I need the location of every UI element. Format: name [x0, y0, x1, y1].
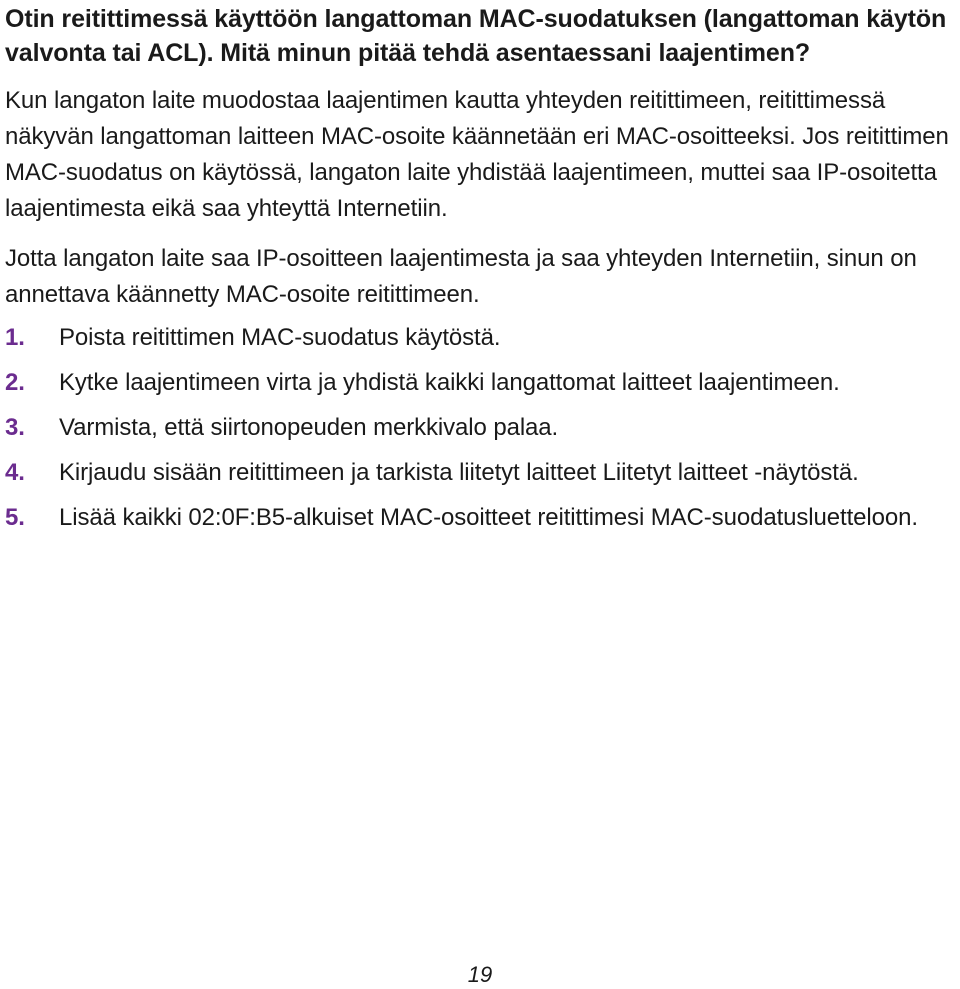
- step-number: 2.: [5, 369, 25, 396]
- step-text: Poista reitittimen MAC-suodatus käytöstä.: [59, 324, 501, 351]
- page-number: 19: [467, 962, 493, 987]
- step-text: Kirjaudu sisään reitittimeen ja tarkista liitetyt laitteet Liitetyt laitteet -näytöstä.: [59, 459, 859, 486]
- step-item: [5, 501, 957, 534]
- step-text: Varmista, että siirtonopeuden merkkivalo palaa.: [59, 414, 559, 441]
- step-number: 1.: [5, 324, 25, 351]
- steps-list: [5, 321, 957, 534]
- step-item: [5, 456, 957, 489]
- step-number: 3.: [5, 414, 25, 441]
- step-item: [5, 366, 957, 399]
- faq-question-heading: Otin reitittimessä käyttöön langattoman MAC-suodatuksen (langattoman käytön valvonta tai ACL). Mitä minun pitää tehdä asentaessani laajentimen?: [5, 5, 947, 67]
- step-item: [5, 411, 957, 444]
- step-text: Lisää kaikki 02:0F:B5-alkuiset MAC-osoitteet reitittimesi MAC-suodatusluetteloon.: [59, 504, 918, 531]
- step-item: [5, 321, 957, 354]
- step-number: 5.: [5, 504, 25, 531]
- step-number: 4.: [5, 459, 25, 486]
- step-text: Kytke laajentimeen virta ja yhdistä kaikki langattomat laitteet laajentimeen.: [59, 369, 840, 396]
- document-page: [5, 0, 957, 534]
- paragraph-instruction: Jotta langaton laite saa IP-osoitteen laajentimesta ja saa yhteyden Internetiin, sinun on annettava käännetty MAC-osoite reitittimeen.: [5, 245, 917, 308]
- paragraph-explanation: Kun langaton laite muodostaa laajentimen kautta yhteyden reitittimeen, reitittimessä näkyvän langattoman laitteen MAC-osoite käännetään eri MAC-osoitteeksi. Jos reitittimen MAC-suodatus on käytössä, langaton laite yhdistää laajentimeen, muttei saa IP-osoitetta laajentimesta eikä saa yhteyttä Internetiin.: [5, 87, 949, 222]
